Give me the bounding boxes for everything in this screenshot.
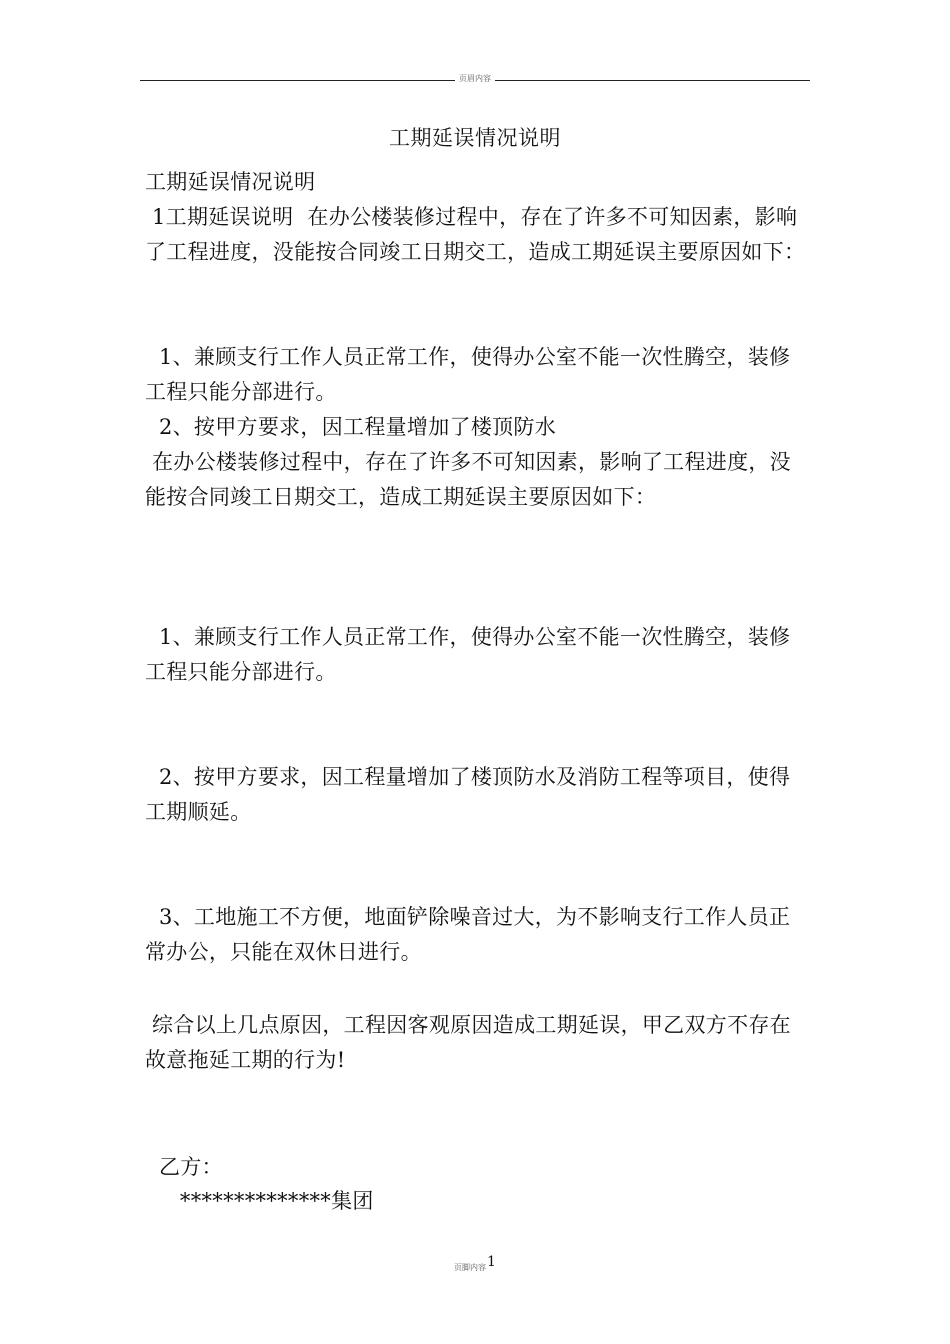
document-title: 工期延误情况说明 — [389, 126, 561, 150]
page-number: 1 — [487, 1254, 496, 1270]
page-footer — [0, 1254, 950, 1273]
intro-repeat-paragraph: 在办公楼装修过程中，存在了许多不可知因素，影响了工程进度，没能按合同竣工日期交工，造成工期延误主要原因如下： — [145, 450, 791, 509]
reason-1-repeat-paragraph: 1、兼顾支行工作人员正常工作，使得办公室不能一次性腾空，装修工程只能分部进行。 — [145, 625, 791, 684]
body-heading: 工期延误情况说明 — [145, 170, 316, 194]
intro-paragraph: 1工期延误说明 在办公楼装修过程中，存在了许多不可知因素，影响了工程进度，没能按合同竣工日期交工，造成工期延误主要原因如下： — [145, 205, 806, 264]
conclusion-paragraph: 综合以上几点原因，工程因客观原因造成工期延误，甲乙双方不存在故意拖延工期的行为! — [145, 1013, 791, 1072]
reason-2-short-paragraph: 2、按甲方要求，因工程量增加了楼顶防水 — [145, 415, 557, 439]
reason-2-paragraph: 2、按甲方要求，因工程量增加了楼顶防水及消防工程等项目，使得工期顺延。 — [145, 765, 791, 824]
reason-1-paragraph: 1、兼顾支行工作人员正常工作，使得办公室不能一次性腾空，装修工程只能分部进行。 — [145, 345, 791, 404]
reason-3-paragraph: 3、工地施工不方便，地面铲除噪音过大，为不影响支行工作人员正常办公，只能在双休日进行。 — [145, 905, 791, 964]
party-b-label: 乙方： — [145, 1155, 223, 1179]
footer-text: 页脚内容 — [454, 1263, 487, 1272]
party-b-name: **************集团 — [145, 1189, 374, 1213]
page-header: 页眉内容 — [0, 73, 950, 84]
